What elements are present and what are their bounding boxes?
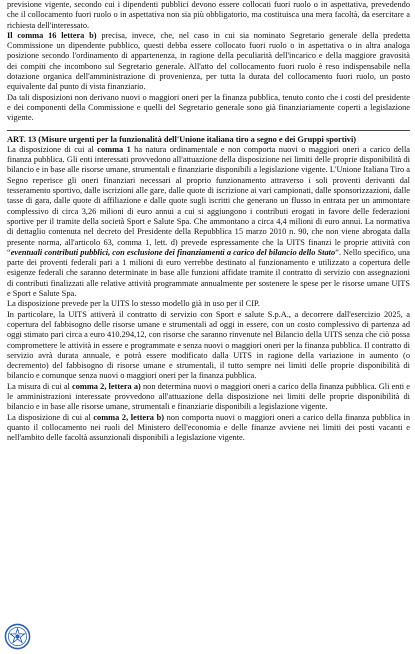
paragraph-financial-note: Da tali disposizioni non derivano nuovi o maggiori oneri per la finanza pubblica, tenuto conto che i costi del presidente e dei componenti della Commissione e quelli del Segretario generale sono già finanziariamente coperti a legislazione vigente. [7, 92, 410, 123]
text-run: non determina nuovi o maggiori oneri a carico della finanza pubblica. Gli enti e le amministrazioni interessate provvedono all'attuazione della disposizione nei limiti delle proprie disponibilità di bilancio e in base alle risorse umane, strumentali e finanziarie disponibili a legislazione vigente. [7, 381, 410, 412]
paragraph-service-contract: In particolare, la UITS attiverà il contratto di servizio con Sport e salute S.p.A., a decorrere dall'esercizio 2025, a copertura del fabbisogno delle risorse umane e strumentali ad oggi in essere, con un costo complessivo di partenza ad oggi stimato pari circa a euro 410.294,12, con risorse che saranno rinvenute nel Bilancio della UITS senza che ciò possa compromettere le attività in essere e programmate e senza nuovi o maggiori oneri per la finanza pubblica. Il contratto di servizio avrà durata annuale, e potrà essere modificato dalla UITS in ragione della variazione in aumento (o decremento) del fabbisogno di risorse umane e strumentali, il tutto sempre nei limiti delle proprie disponibilità di bilancio e comunque senza nuovi o maggiori oneri per la finanza pubblica. [7, 309, 410, 381]
paragraph-comma-16 [7, 31, 410, 93]
paragraph-comma-1 [7, 145, 410, 299]
paragraph-comma-2a [7, 382, 410, 413]
text-run: La disposizione di cui al [7, 144, 98, 154]
article-heading: ART. 13 (Misure urgenti per la funzionalità dell'Unione italiana tiro a segno e dei Gruppi sportivi) [7, 134, 357, 144]
republic-emblem-icon [4, 623, 31, 650]
text-run: non comporta nuovi o maggiori oneri a carico della finanza pubblica in quanto il collocamento nei ruoli del Ministero dell'economia e delle finanze avviene nei limiti dei posti vacanti e nell'ambito delle facoltà assunzionali disponibili a legislazione vigente. [7, 412, 411, 443]
text-run: ha natura ordinamentale e non comporta nuovi o maggiori oneri a carico della finanza pubblica. Gli enti interessati provvedono all'attuazione della disposizione nei limiti delle proprie disponibilità di bilancio e in base alle risorse umane, strumentali e finanziarie disponibili a legislazione vigente. L'Unione Italiana Tiro a Segno reperisce gli oneri finanziari necessari al proprio funzionamento attraverso i soli proventi derivanti dal tesseramento sportivo, dalle iscrizioni alle gare, dalle quote di iscrizione ai vari campionati, dalle sponsorizzazioni, dalle tasse di gara, dalle quote di affiliazione e dalle quote sugli iscritti che generano un flusso in entrata per un ammontare complessivo di circa 3,26 milioni di euro annui a cui si aggiungono i contributi erogati in favore delle federazioni sportive per il tramite della società Sport e Salute Spa. Che ammontano a circa 4,4 milioni di euro annui. La normativa di dettaglio contenuta nel decreto del Presidente della Repubblica 15 marzo 2010 n. 90, che non viene abrogata dalla presente norma, all'articolo 63, comma 1, lett. d) prevede espressamente che la UITS finanzi le proprie attività con “ [7, 144, 410, 257]
italic-quote: eventuali contributi pubblici, con esclusione dei finanziamenti a carico del bilancio dello Stato [10, 247, 336, 257]
text-run: La misura di cui al [7, 381, 73, 391]
text-run: ”. Nello specifico, una parte dei proventi federali pari a 1 milioni di euro verrebbe destinato al funzionamento e utilizzato a copertura delle esigenze federali che saranno determinate in base alle funzioni affidate tramite il contratto di servizio con assegnazioni di contributi finalizzati alle relative attività programmate annualmente per sostenere le spese per le risorse umane UITS e Sport e Salute Spa. [7, 247, 410, 299]
bold-ref-comma-2b: comma 2, lettera b) [93, 412, 164, 422]
bold-ref-comma-2a: comma 2, lettera a) [72, 381, 141, 391]
paragraph-intro: previsione vigente, secondo cui i dipendenti pubblici devono essere collocati fuori ruolo o in aspettativa, prevedendo che il collocamento fuori ruolo o in aspettativa non sia più obbligatorio, ma costituisca una mera facoltà, da esercitare a richiesta dell'interessato. [7, 0, 410, 30]
paragraph-comma-16-text: precisa, invece, che, nel caso in cui sia nominato Segretario generale della predetta Commissione un dipendente pubblico, questi debba essere collocato fuori ruolo o in aspettativa o in altra analoga posizione secondo l'ordinamento di appartenenza, in ragione della peculiarità dell'incarico e della maggiore gravosità dei compiti che incombono sul Segretario generale. All'atto del collocamento fuori ruolo è reso indispensabile nella dotazione organica dell'amministrazione di provenienza, per tutta la durata del collocamento fuori ruolo, un posto equivalente dal punto di vista finanziario. [7, 30, 410, 92]
bold-ref-comma-1: comma 1 [97, 144, 131, 154]
paragraph-comma-2b [7, 413, 410, 444]
document-page [7, 0, 410, 443]
text-run: La disposizione di cui al [7, 412, 94, 422]
bold-ref-comma-16: Il comma 16 lettera b) [7, 30, 97, 40]
paragraph-cip-model: La disposizione prevede per la UITS lo stesso modello già in uso per il CIP. [7, 299, 260, 309]
section-divider [7, 130, 410, 131]
